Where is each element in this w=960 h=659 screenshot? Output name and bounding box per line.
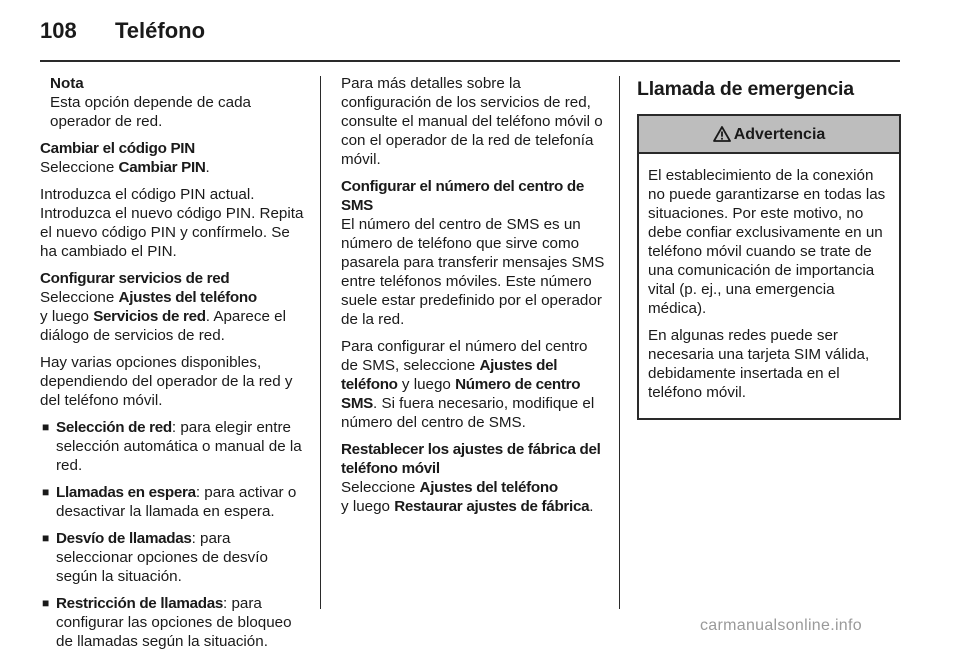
pin-text: Introduzca el código PIN actual. Introduzca el nuevo código PIN. Repita el nuevo código PIN y confírmelo. Se ha cambiado el PIN.: [40, 186, 304, 260]
reset-suffix: .: [589, 498, 594, 515]
column-3: [637, 74, 901, 420]
pin-heading: Cambiar el código PIN: [40, 140, 195, 157]
column-2: [341, 74, 605, 524]
chapter-title: Teléfono: [115, 18, 206, 43]
sms-menu-center-number: Número de centro SMS: [341, 376, 581, 412]
bullet-icon: ■: [42, 531, 50, 545]
network-heading: Configurar servicios de red: [40, 270, 230, 287]
list-item: [40, 418, 305, 475]
sms-section: [341, 177, 605, 329]
list-item-term: Selección de red: [56, 419, 172, 436]
list-item: [40, 594, 305, 651]
network-menu-services: Servicios de red: [93, 308, 206, 325]
sms-config-prefix: Para configurar el número del centro de SMS, seleccione: [341, 338, 588, 374]
warning-paragraph: El establecimiento de la conexión no puede garantizarse en todas las situaciones. Por este motivo, no debe confiar exclusivamente en un teléfono móvil cuando se trate de una comunicación de importancia vital (p. ej., una emergencia médica).: [648, 167, 886, 317]
warning-paragraph: En algunas redes puede ser necesaria una tarjeta SIM válida, debidamente insertada en el teléfono móvil.: [648, 327, 870, 401]
network-select-prefix: Seleccione: [40, 289, 119, 306]
column-1: [40, 74, 305, 659]
list-item-text: : para configurar las opciones de bloqueo de llamadas según la situación.: [56, 595, 292, 650]
list-item: [40, 529, 305, 586]
network-select-mid: y luego: [40, 308, 94, 325]
reset-menu-phone-settings: Ajustes del teléfono: [419, 479, 558, 496]
list-item-text: : para elegir entre selección automática o manual de la red.: [56, 419, 302, 474]
options-text: Hay varias opciones disponibles, dependiendo del operador de la red y del teléfono móvil.: [40, 354, 293, 409]
network-select-suffix: . Aparece el diálogo de servicios de red.: [40, 308, 286, 344]
warning-triangle-icon: [713, 126, 731, 142]
reset-heading: Restablecer los ajustes de fábrica del teléfono móvil: [341, 441, 601, 477]
reset-prefix: Seleccione: [341, 479, 420, 496]
pin-select-menu: Cambiar PIN: [118, 159, 206, 176]
note-text: Esta opción depende de cada operador de red.: [50, 94, 251, 130]
sms-text: El número del centro de SMS es un número de teléfono que sirve como pasarela para transferir mensajes SMS entre teléfonos móviles. Este número suele estar predefinido por el operador de la red.: [341, 216, 605, 328]
header-rule: [40, 60, 900, 62]
emergency-section-title: Llamada de emergencia: [637, 78, 854, 100]
page-number: 108: [40, 18, 77, 43]
sms-heading: Configurar el número del centro de SMS: [341, 178, 584, 214]
list-item-term: Desvío de llamadas: [56, 530, 192, 547]
note-box: [50, 74, 305, 131]
bullet-icon: ■: [42, 420, 50, 434]
note-title: Nota: [50, 75, 84, 92]
sms-config-suffix: . Si fuera necesario, modifique el número del centro de SMS.: [341, 395, 595, 431]
list-item-term: Restricción de llamadas: [56, 595, 223, 612]
options-list: [40, 418, 305, 651]
reset-menu-factory: Restaurar ajustes de fábrica: [394, 498, 590, 515]
network-menu-phone-settings: Ajustes del teléfono: [118, 289, 257, 306]
pin-section: [40, 139, 305, 177]
list-item: [40, 483, 305, 521]
network-section: [40, 269, 305, 345]
pin-select-suffix: .: [205, 159, 210, 176]
pin-select-prefix: Seleccione: [40, 159, 119, 176]
sms-menu-phone-settings: Ajustes del teléfono: [341, 357, 558, 393]
bullet-icon: ■: [42, 596, 50, 610]
sms-config-mid: y luego: [397, 376, 456, 393]
details-text: Para más detalles sobre la configuración de los servicios de red, consulte el manual del teléfono móvil o con el operador de la red de telefonía móvil.: [341, 75, 603, 168]
watermark: carmanualsonline.info: [700, 617, 862, 634]
list-item-text: : para activar o desactivar la llamada en espera.: [56, 484, 297, 520]
warning-header: [639, 116, 899, 154]
sms-config: [341, 337, 605, 432]
reset-section: [341, 440, 605, 516]
column-divider-1: [320, 76, 321, 609]
warning-label: Advertencia: [733, 125, 826, 143]
reset-mid: y luego: [341, 498, 395, 515]
warning-box: [637, 114, 901, 420]
list-item-term: Llamadas en espera: [56, 484, 196, 501]
column-divider-2: [619, 76, 620, 609]
bullet-icon: ■: [42, 485, 50, 499]
list-item-text: : para seleccionar opciones de desvío según la situación.: [56, 530, 268, 585]
warning-body: [639, 154, 899, 418]
